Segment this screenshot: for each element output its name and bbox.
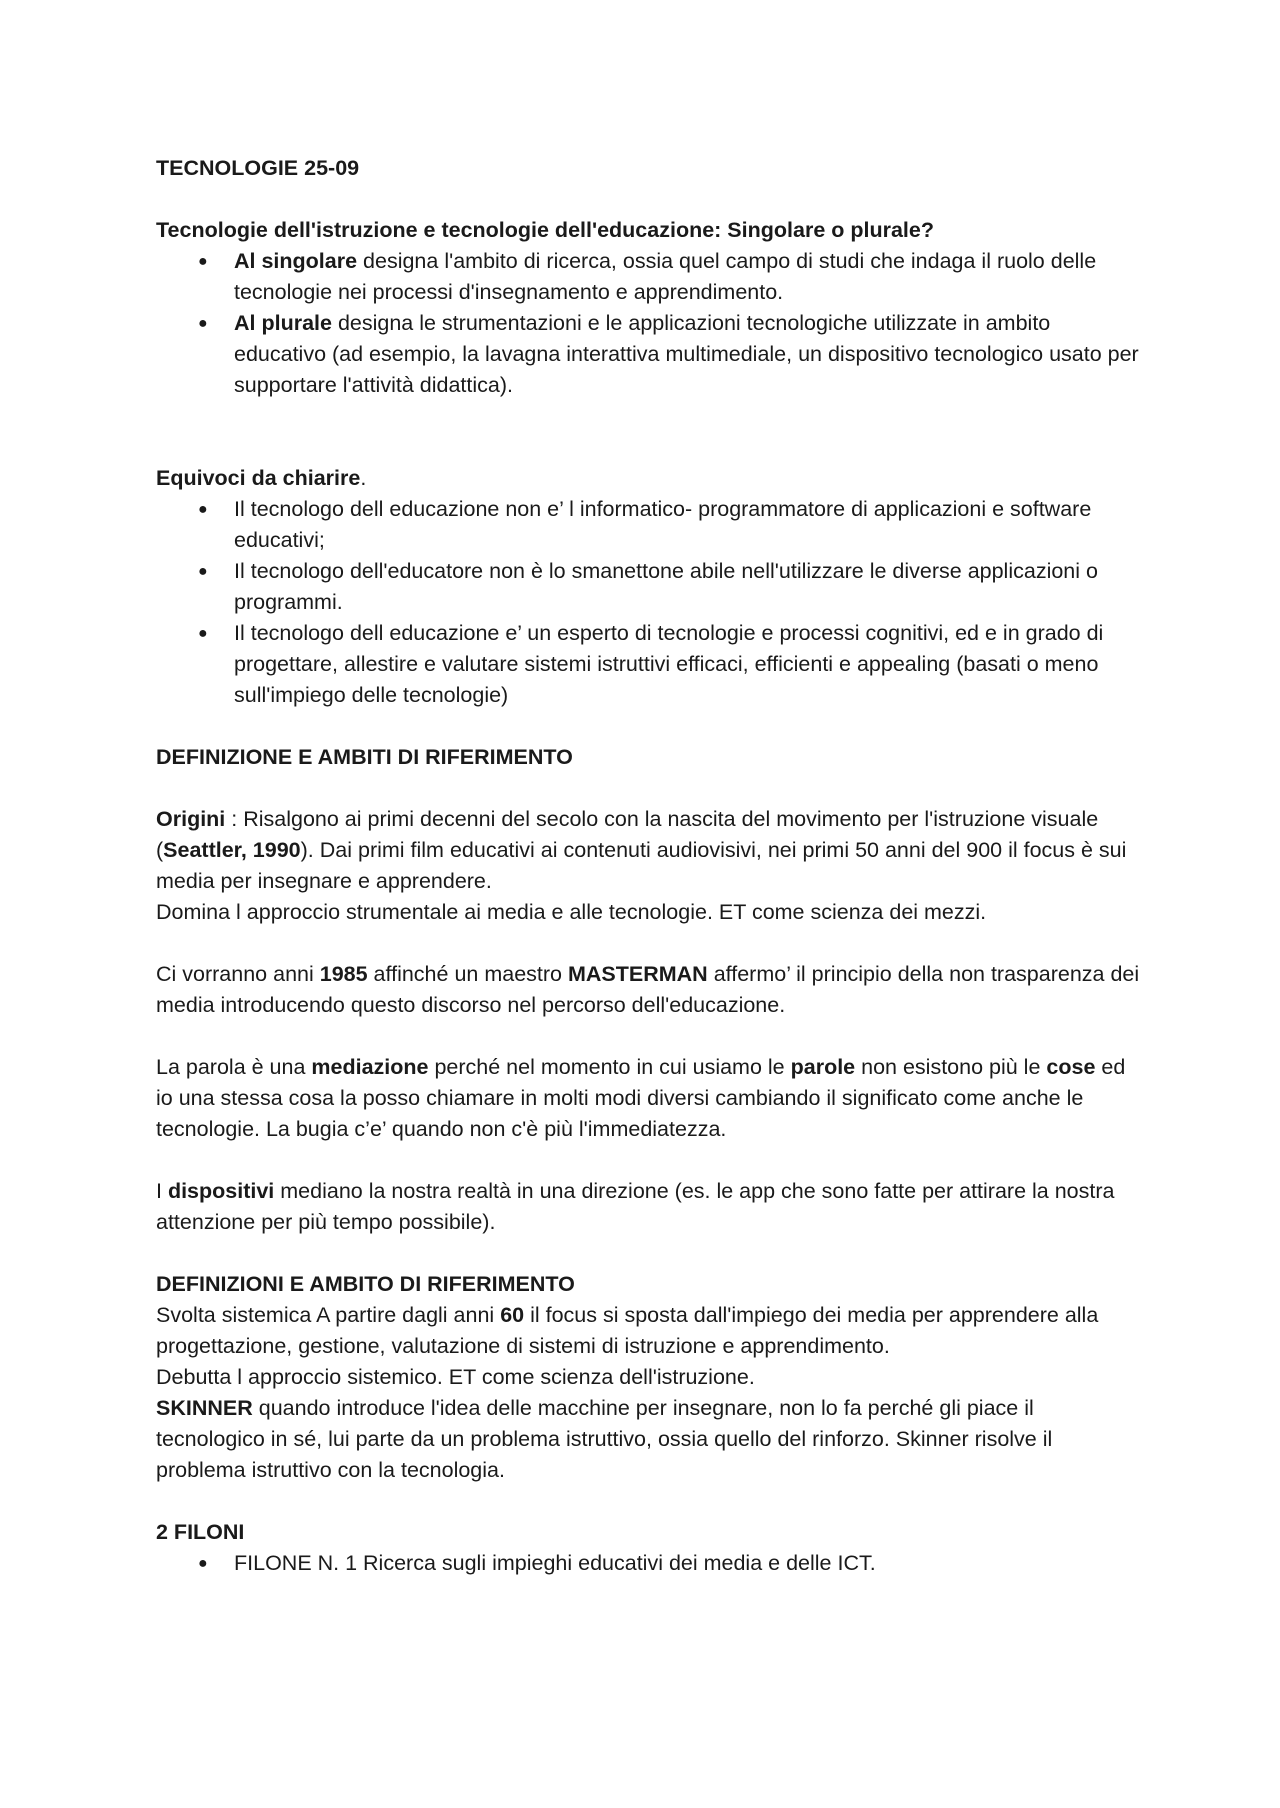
bold-term: parole (790, 1055, 856, 1079)
spacer (156, 1021, 1146, 1052)
bullet-icon: ● (198, 563, 208, 580)
paragraph-text: La parola è una (156, 1055, 312, 1079)
paragraph-dispositivi (156, 1176, 1146, 1238)
section-heading-singolare-plurale: Tecnologie dell'istruzione e tecnologie dell'educazione: Singolare o plurale? (156, 218, 934, 242)
paragraph-text: quando introduce l'idea delle macchine per insegnare, non lo fa perché gli piace il tecnologico in sé, lui parte da un problema istruttivo, ossia quello del rinforzo. Skinner risolve il problema istruttivo con la tecnologia. (156, 1396, 1053, 1482)
heading-tail: . (360, 466, 367, 490)
heading-bold: Equivoci da chiarire (156, 466, 361, 490)
bullet-icon: ● (198, 315, 208, 332)
list-item-text: Il tecnologo dell educazione non e’ l informatico- programmatore di applicazioni e software educativi; (234, 497, 1092, 552)
list-item-text: FILONE N. 1 Ricerca sugli impieghi educativi dei media e delle ICT. (234, 1551, 876, 1575)
spacer (156, 1145, 1146, 1176)
paragraph-text: Svolta sistemica A partire dagli anni (156, 1303, 501, 1327)
paragraph-masterman (156, 959, 1146, 1021)
paragraph-text: affinché un maestro (367, 962, 568, 986)
paragraph-text: Ci vorranno anni (156, 962, 320, 986)
list-item-text: Il tecnologo dell'educatore non è lo smanettone abile nell'utilizzare le diverse applicazioni o programmi. (234, 559, 1098, 614)
bold-term: cose (1046, 1055, 1096, 1079)
list-item-text: Il tecnologo dell educazione e’ un esperto di tecnologie e processi cognitivi, ed e in grado di progettare, allestire e valutare sistemi istruttivi efficaci, efficienti e appealing (basati o meno sull'impiego delle tecnologie) (234, 621, 1104, 707)
paragraph-skinner (156, 1393, 1146, 1486)
bullet-list-equivoci (156, 494, 1146, 711)
bold-year: 1985 (319, 962, 368, 986)
paragraph-svolta (156, 1300, 1146, 1362)
bullet-icon: ● (198, 253, 208, 270)
list-item (156, 246, 1146, 308)
bullet-icon: ● (198, 625, 208, 642)
bold-name: SKINNER (156, 1396, 253, 1420)
list-item-text: designa l'ambito di ricerca, ossia quel campo di studi che indaga il ruolo delle tecnologie nei processi d'insegnamento e apprendimento. (234, 249, 1097, 304)
bullet-icon: ● (198, 1555, 208, 1572)
spacer (156, 1486, 1146, 1517)
list-item (156, 494, 1146, 556)
spacer (156, 184, 1146, 215)
bullet-list-singolare-plurale (156, 246, 1146, 401)
bold-term: Al plurale (234, 311, 332, 335)
paragraph-text: ed io una stessa cosa la posso chiamare in molti modi diversi cambiando il significato come anche le tecnologie. La bugia c’e’ quando non c'è più l'immediatezza. (156, 1055, 1126, 1141)
bold-term: 60 (500, 1303, 525, 1327)
paragraph-debutta: Debutta l approccio sistemico. ET come scienza dell'istruzione. (156, 1365, 755, 1389)
paragraph-text: mediano la nostra realtà in una direzione (es. le app che sono fatte per attirare la nostra attenzione per più tempo possibile). (156, 1179, 1115, 1234)
paragraph-text: non esistono più le (855, 1055, 1047, 1079)
paragraph-text: il focus si sposta dall'impiego dei media per apprendere alla progettazione, gestione, valutazione di sistemi di istruzione e apprendimento. (156, 1303, 1099, 1358)
list-item (156, 556, 1146, 618)
list-item (156, 618, 1146, 711)
citation: Seattler, 1990 (163, 838, 301, 862)
list-item (156, 308, 1146, 401)
paragraph-text: perché nel momento in cui usiamo le (428, 1055, 791, 1079)
spacer (156, 1238, 1146, 1269)
bold-term: dispositivi (167, 1179, 275, 1203)
paragraph-text: : Risalgono ai primi decenni del secolo con la nascita del movimento per l'istruzione visuale ( (156, 807, 1099, 862)
bullet-list-filoni (156, 1548, 1146, 1579)
paragraph-origini (156, 804, 1146, 897)
bold-term: Al singolare (234, 249, 358, 273)
origini-label: Origini (156, 807, 226, 831)
paragraph-parola (156, 1052, 1146, 1145)
document-title: TECNOLOGIE 25-09 (156, 156, 360, 180)
section-heading-equivoci (156, 463, 1146, 494)
list-item (156, 1548, 1146, 1579)
list-item-text: designa le strumentazioni e le applicazioni tecnologiche utilizzate in ambito educativo (ad esempio, la lavagna interattiva multimediale, un dispositivo tecnologico usato per supportare l'attività didattica). (234, 311, 1139, 397)
bold-name: MASTERMAN (567, 962, 708, 986)
spacer (156, 773, 1146, 804)
section-heading-definizione: DEFINIZIONE E AMBITI DI RIFERIMENTO (156, 745, 573, 769)
paragraph-text: ). Dai primi film educativi ai contenuti audiovisivi, nei primi 50 anni del 900 il focus è sui media per insegnare e apprendere. (156, 838, 1127, 893)
spacer (156, 401, 1146, 463)
bullet-icon: ● (198, 501, 208, 518)
section-heading-filoni: 2 FILONI (156, 1520, 245, 1544)
spacer (156, 928, 1146, 959)
paragraph-domina: Domina l approccio strumentale ai media e alle tecnologie. ET come scienza dei mezzi. (156, 900, 987, 924)
document-page (156, 153, 1146, 1579)
section-heading-definizioni: DEFINIZIONI E AMBITO DI RIFERIMENTO (156, 1272, 575, 1296)
bold-term: mediazione (311, 1055, 429, 1079)
spacer (156, 711, 1146, 742)
paragraph-text: affermo’ il principio della non trasparenza dei media introducendo questo discorso nel percorso dell'educazione. (156, 962, 1140, 1017)
paragraph-text: I (156, 1179, 168, 1203)
